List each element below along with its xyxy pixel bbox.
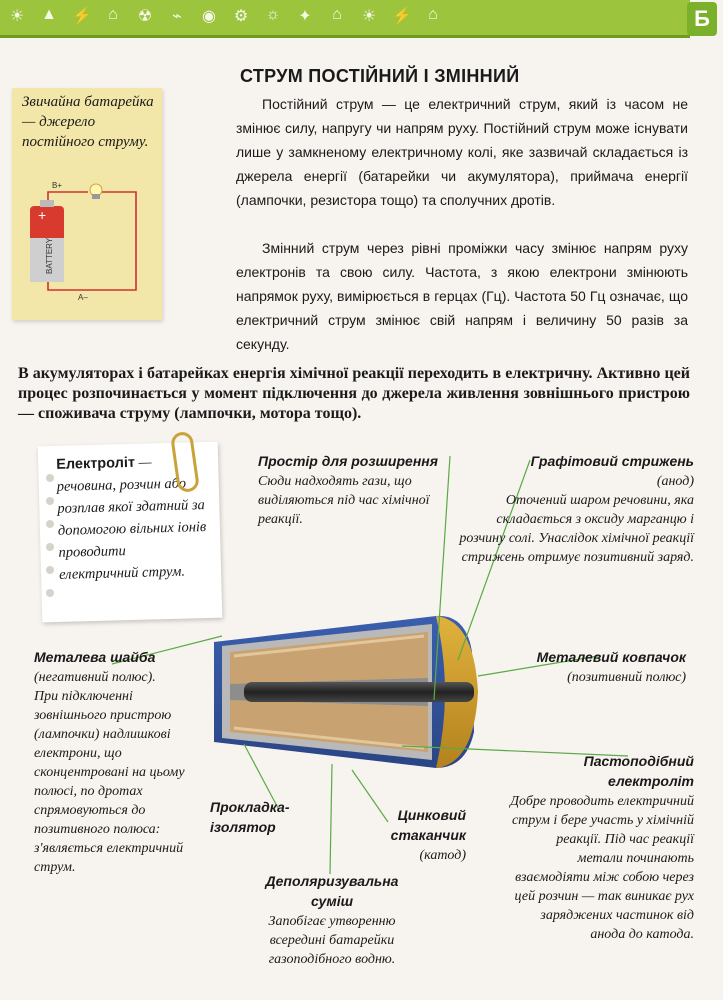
label-zinc-sub: (катод) bbox=[419, 848, 466, 863]
label-paste-title: Пастоподібний електроліт bbox=[583, 753, 694, 789]
banner-energy-icon: ⚡ bbox=[392, 8, 412, 25]
label-depolarizing-mix bbox=[246, 872, 418, 969]
battery-brand: BATTERY bbox=[45, 237, 54, 274]
paragraph-alternating-current: Змінний струм через рівні проміжки часу змінює напрям руху електронів та свою силу. Частота, з якою електрони змінюють напрямок руху, вимірюється в герцах (Гц). Частота 50 Гц означає, що електричний струм змінює свій напрям і величину 50 разів за секунду. bbox=[236, 240, 688, 352]
battery-minus-label: A– bbox=[78, 293, 88, 302]
label-depol-title: Деполяризувальна суміш bbox=[265, 873, 399, 909]
paragraph-direct-current: Постійний струм — це електричний струм, який із часом не змінює силу, напругу чи напрям руху. Постійний струм може існувати лише у замкненому електричному колі, яке зазвичай складається із джерела енергії (батарейки чи акумулятора), приймача енергії (лампочки, резистора тощо) та сполучних дротів. bbox=[236, 96, 688, 208]
label-expansion-title: Простір для розширення bbox=[258, 453, 438, 469]
label-depol-text: Запобігає утворенню всередині батарейки газоподібного водню. bbox=[268, 914, 396, 967]
label-graphite-text: Оточений шаром речовини, яка складається з оксиду марганцю і розчину солі. Унаслідок хімічної реакції стрижень отримує позитивний заряд. bbox=[459, 493, 694, 565]
label-paste-text: Добре проводить електричний струм і бере участь у хімічній реакції. Під час реакції метали починають взаємодіяти між собою через цей розчин — так виникає рух заряджених частинок від анода до катода. bbox=[510, 794, 694, 942]
label-washer-sub: (негативний полюс). bbox=[34, 670, 156, 685]
banner-energy-icon: ⌁ bbox=[172, 8, 182, 25]
banner-energy-icon: ⌂ bbox=[332, 6, 342, 23]
label-graphite-rod bbox=[450, 452, 694, 567]
label-expansion-space bbox=[258, 452, 458, 529]
label-gasket bbox=[210, 798, 300, 838]
electrolyte-term: Електроліт bbox=[56, 454, 136, 473]
banner-energy-icon: ☀ bbox=[361, 8, 377, 25]
label-graphite-sub: (анод) bbox=[656, 474, 694, 489]
section-badge: Б bbox=[687, 2, 717, 36]
label-graphite-title: Графітовий стрижень bbox=[530, 453, 694, 469]
label-metal-washer bbox=[34, 648, 202, 877]
label-washer-title: Металева шайба bbox=[34, 649, 156, 665]
label-zinc-title: Цинковий стаканчик bbox=[390, 807, 466, 843]
label-gasket-title: Прокладка-ізолятор bbox=[210, 799, 290, 835]
label-metal-cap bbox=[520, 648, 686, 687]
banner-energy-icon: ☼ bbox=[265, 6, 281, 23]
banner-energy-icon: ⌂ bbox=[108, 6, 118, 23]
label-washer-text: При підключенні зовнішнього пристрою (лампочки) надлишкові електрони, що сконцентровані на цьому полюсі, по дротах спрямовуються до позитивного полюса: з'являється електричний струм. bbox=[34, 689, 185, 875]
lead-paragraph: В акумуляторах і батарейках енергія хімічної реакції переходить в електричну. Активно цей процес розпочинається у момент підключення до джерела живлення зовнішнього пристрою — споживача струму (лампочки, мотора тощо). bbox=[18, 365, 690, 422]
banner-energy-icon: ☢ bbox=[137, 8, 153, 25]
section-title: СТРУМ ПОСТІЙНИЙ І ЗМІННИЙ bbox=[240, 66, 520, 86]
banner-energy-icon: ⌂ bbox=[428, 6, 438, 23]
banner-energy-icon: ⚡ bbox=[72, 8, 92, 25]
label-zinc-cup bbox=[370, 806, 466, 865]
banner-energy-icon: ☀ bbox=[9, 8, 25, 25]
banner-energy-icon: ✦ bbox=[298, 8, 312, 25]
battery-plus-label: B+ bbox=[52, 181, 63, 190]
label-expansion-text: Сюди надходять гази, що виділяються під час хімічної реакції. bbox=[258, 474, 430, 527]
note-battery-text: Звичайна батарейка — джерело постійного струму. bbox=[22, 94, 154, 150]
banner-energy-icon: ◉ bbox=[202, 8, 216, 25]
label-paste-electrolyte bbox=[508, 752, 694, 944]
label-cap-sub: (позитивний полюс) bbox=[567, 670, 686, 685]
svg-text:+: + bbox=[38, 207, 47, 223]
banner-energy-icon: ⚙ bbox=[233, 8, 249, 25]
banner-energy-icon: ▲ bbox=[41, 6, 57, 23]
label-cap-title: Металевий ковпачок bbox=[536, 649, 686, 665]
electrolyte-text: — речовина, розчин або розплав якої здатний за допомогою вільних іонів проводити електричний струм. bbox=[56, 454, 207, 583]
